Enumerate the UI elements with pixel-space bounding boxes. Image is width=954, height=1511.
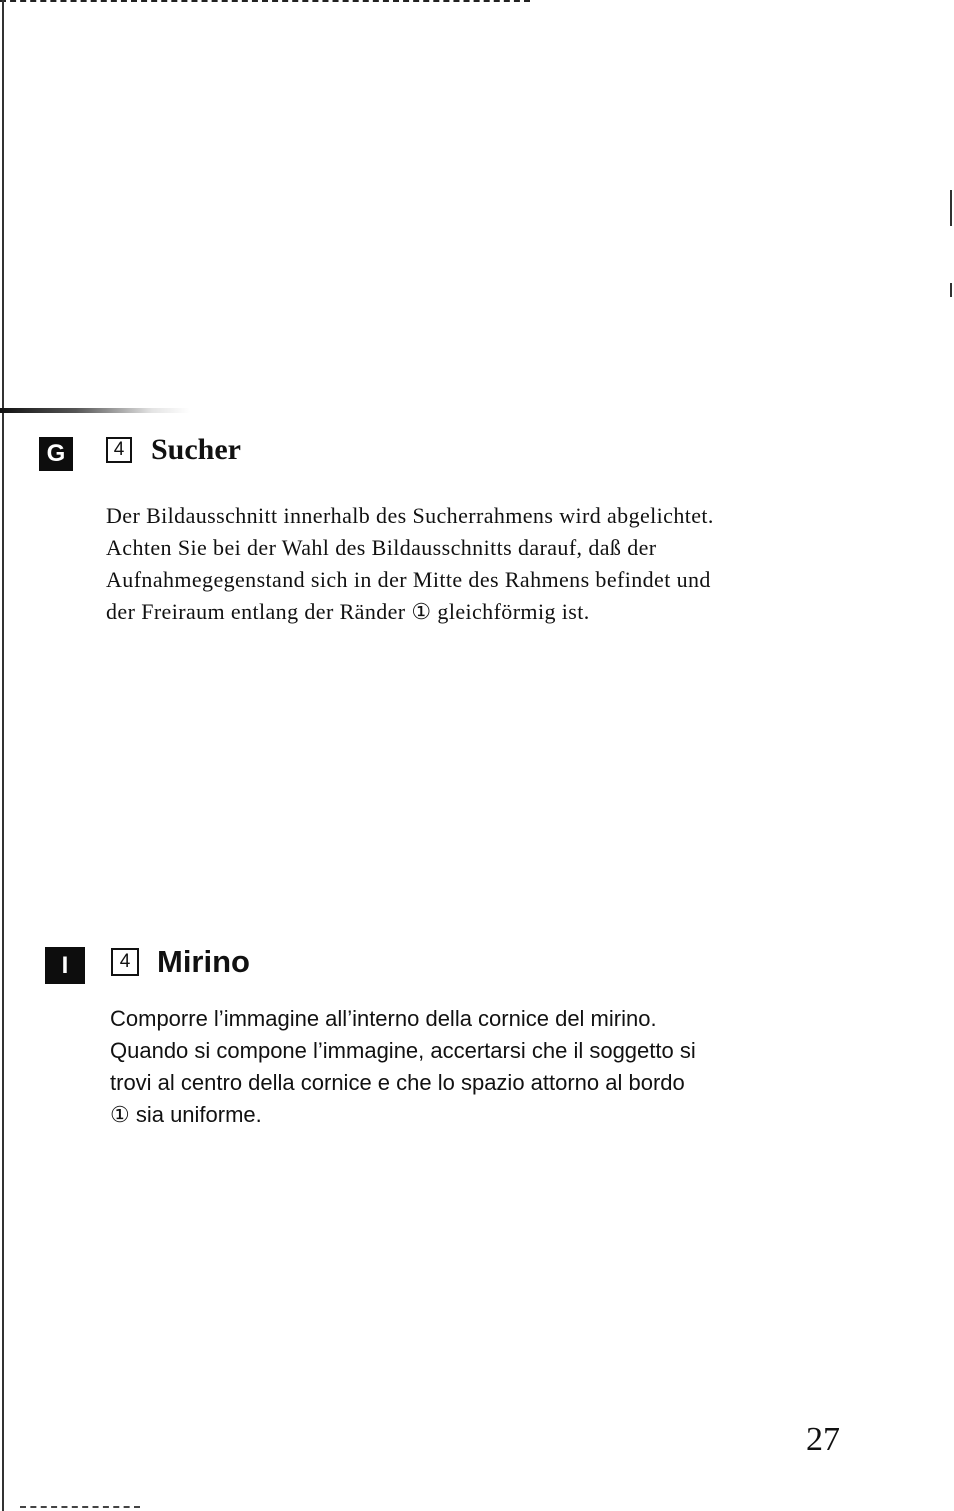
paragraph-line: trovi al centro della cornice e che lo spazio attorno al bordo — [110, 1070, 685, 1095]
paragraph-line: Quando si compone l’immagine, accertarsi che il soggetto si — [110, 1038, 696, 1063]
paragraph-line: ① sia uniforme. — [110, 1102, 262, 1127]
language-marker-italian: I — [45, 947, 85, 984]
paragraph-line: der Freiraum entlang der Ränder ① gleichförmig ist. — [106, 599, 590, 624]
step-number-box: 4 — [106, 437, 132, 463]
scan-edge-right-mark — [950, 190, 952, 226]
section-title-german: Sucher — [151, 433, 241, 466]
scan-smudge — [0, 408, 190, 413]
scan-edge-bottom — [20, 1506, 140, 1508]
paragraph-line: Der Bildausschnitt innerhalb des Sucherrahmens wird abgelichtet. — [106, 503, 714, 528]
scan-edge-right-mark — [950, 283, 952, 297]
scan-edge-left — [2, 0, 4, 1511]
section-title-italian: Mirino — [157, 944, 250, 979]
language-marker-german: G — [39, 437, 73, 471]
paragraph-line: Comporre l’immagine all’interno della cornice del mirino. — [110, 1006, 657, 1031]
paragraph-line: Achten Sie bei der Wahl des Bildausschnitts darauf, daß der — [106, 535, 657, 560]
page-number: 27 — [806, 1421, 840, 1458]
step-number-box: 4 — [111, 948, 139, 976]
scan-edge-top — [0, 0, 530, 2]
paragraph-line: Aufnahmegegenstand sich in der Mitte des Rahmens befindet und — [106, 567, 711, 592]
